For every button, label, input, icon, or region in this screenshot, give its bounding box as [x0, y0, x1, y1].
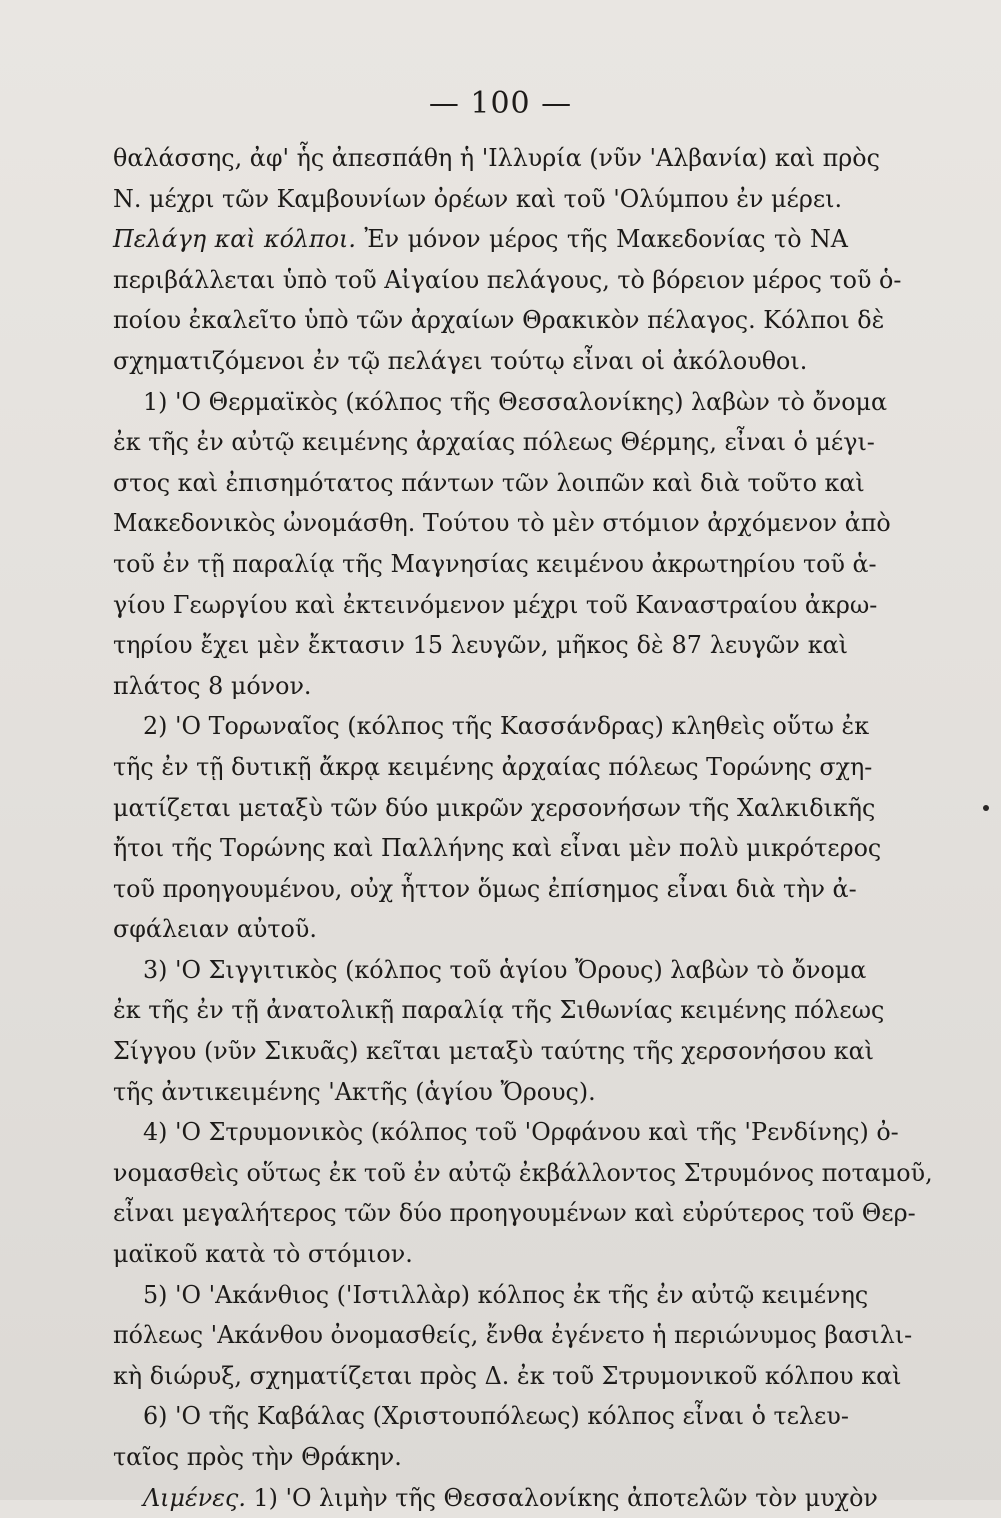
text-line — [113, 179, 848, 220]
text-line — [113, 950, 867, 991]
margin-dot — [983, 805, 989, 811]
page-number: — 100 — — [428, 86, 573, 121]
line-text: 1) 'Ο λιμὴν τῆς Θεσσαλονίκης ἀποτελῶν τὸν μυχὸν — [245, 1483, 878, 1512]
line-text: γίου Γεωργίου καὶ ἐκτεινόμενον μέχρι τοῦ Καναστραίου ἀκρω- — [113, 590, 878, 619]
text-line — [113, 422, 875, 463]
line-text: ταῖος πρὸς τὴν Θράκην. — [113, 1443, 402, 1471]
line-text: κὴ διώρυξ, σχηματίζεται πρὸς Δ. ἐκ τοῦ Στρυμονικοῦ κόλπου καὶ — [113, 1361, 902, 1390]
text-line — [113, 1275, 869, 1316]
line-text: 6) 'Ο τῆς Καβάλας (Χριστουπόλεως) κόλπος εἶναι ὁ τελευ- — [143, 1402, 849, 1431]
line-text: στος καὶ ἐπισημότατος πάντων τῶν λοιπῶν καὶ διὰ τοῦτο καὶ — [113, 468, 865, 497]
text-line — [113, 1478, 878, 1518]
text-line — [113, 990, 885, 1031]
line-text: Μακεδονικὸς ὠνομάσθη. Τούτου τὸ μὲν στόμιον ἀρχόμενον ἀπὸ — [113, 509, 891, 538]
line-text: 2) 'Ο Τορωναῖος (κόλπος τῆς Κασσάνδρας) κληθεὶς οὕτω ἐκ — [143, 712, 870, 741]
text-line — [113, 260, 902, 301]
text-line — [113, 503, 891, 544]
text-line — [113, 1193, 916, 1234]
text-line — [113, 706, 870, 747]
text-line — [113, 909, 848, 950]
text-line — [113, 341, 848, 382]
text-line — [113, 138, 880, 179]
line-text: ματίζεται μεταξὺ τῶν δύο μικρῶν χερσονήσων τῆς Χαλκιδικῆς — [113, 793, 876, 822]
line-text: σφάλειαν αὐτοῦ. — [113, 915, 317, 944]
line-text: ποίου ἐκαλεῖτο ὑπὸ τῶν ἀρχαίων Θρακικὸν πέλαγος. Κόλποι δὲ — [113, 306, 885, 335]
line-text: εἶναι μεγαλήτερος τῶν δύο προηγουμένων καὶ εὐρύτερος τοῦ Θερ- — [113, 1199, 916, 1228]
text-line — [113, 1437, 848, 1478]
line-text: σχηματιζόμενοι ἐν τῷ πελάγει τούτῳ εἶναι οἱ ἀκόλουθοι. — [113, 346, 808, 375]
text-line — [113, 585, 878, 626]
text-line — [113, 788, 876, 829]
text-line — [113, 463, 865, 504]
text-line — [113, 1112, 899, 1153]
text-line — [113, 544, 877, 585]
line-text: περιβάλλεται ὑπὸ τοῦ Αἰγαίου πελάγους, τὸ βόρειον μέρος τοῦ ὁ- — [113, 265, 902, 294]
line-text: ἐκ τῆς ἐν αὐτῷ κειμένης ἀρχαίας πόλεως Θέρμης, εἶναι ὁ μέγι- — [113, 428, 875, 457]
line-text: τοῦ ἐν τῇ παραλίᾳ τῆς Μαγνησίας κειμένου ἀκρωτηρίου τοῦ ἁ- — [113, 549, 877, 578]
text-line — [113, 828, 882, 869]
line-text: 4) 'Ο Στρυμονικὸς (κόλπος τοῦ 'Ορφάνου καὶ τῆς 'Ρενδίνης) ὀ- — [143, 1118, 899, 1147]
text-line — [113, 625, 848, 666]
line-text: Ἐν μόνον μέρος τῆς Μακεδονίας τὸ ΝΑ — [355, 225, 848, 254]
line-text: νομασθεὶς οὕτως ἐκ τοῦ ἐν αὐτῷ ἐκβάλλοντος Στρυμόνος ποταμοῦ, — [113, 1158, 933, 1187]
line-text: τηρίου ἔχει μὲν ἔκτασιν 15 λευγῶν, μῆκος δὲ 87 λευγῶν καὶ — [113, 631, 848, 660]
text-line — [113, 300, 885, 341]
text-line — [113, 666, 848, 707]
line-text: θαλάσσης, ἀφ' ἧς ἀπεσπάθη ἡ 'Ιλλυρία (νῦν 'Αλβανία) καὶ πρὸς — [113, 144, 880, 172]
line-text: τῆς ἀντικειμένης 'Ακτῆς (ἁγίου Ὄρους). — [113, 1077, 596, 1106]
line-text: 3) 'Ο Σιγγιτικὸς (κόλπος τοῦ ἁγίου Ὄρους) λαβὼν τὸ ὄνομα — [143, 955, 867, 984]
line-text: Σίγγου (νῦν Σικυᾶς) κεῖται μεταξὺ ταύτης τῆς χερσονήσου καὶ — [113, 1037, 875, 1066]
text-line — [113, 1396, 848, 1437]
text-line — [113, 1234, 848, 1275]
text-line — [113, 382, 888, 423]
text-line — [113, 1153, 933, 1194]
line-text: τοῦ προηγουμένου, οὐχ ἧττον ὅμως ἐπίσημος εἶναι διὰ τὴν ἀ- — [113, 874, 857, 903]
line-text: πλάτος 8 μόνον. — [113, 671, 312, 700]
section-heading: Λιμένες. — [143, 1483, 246, 1512]
text-line — [113, 1072, 848, 1113]
line-text: ἤτοι τῆς Τορώνης καὶ Παλλήνης καὶ εἶναι μὲν πολὺ μικρότερος — [113, 834, 882, 863]
line-text: ἐκ τῆς ἐν τῇ ἀνατολικῇ παραλίᾳ τῆς Σιθωνίας κειμένης πόλεως — [113, 996, 885, 1025]
text-line — [113, 1031, 875, 1072]
line-text: μαϊκοῦ κατὰ τὸ στόμιον. — [113, 1240, 413, 1269]
text-line — [113, 1356, 902, 1397]
line-text: πόλεως 'Ακάνθου ὀνομασθείς, ἔνθα ἐγένετο ἡ περιώνυμος βασιλι- — [113, 1321, 913, 1350]
line-text: 1) 'Ο Θερμαϊκὸς (κόλπος τῆς Θεσσαλονίκης) λαβὼν τὸ ὄνομα — [143, 387, 888, 416]
line-text: τῆς ἐν τῇ δυτικῇ ἄκρᾳ κειμένης ἀρχαίας πόλεως Τορώνης σχη- — [113, 752, 873, 781]
line-text: 5) 'Ο 'Ακάνθιος ('Ιστιλλὰρ) κόλπος ἐκ τῆς ἐν αὐτῷ κειμένης — [143, 1280, 869, 1309]
text-line — [113, 747, 873, 788]
body-text — [113, 138, 933, 1518]
text-line — [113, 1315, 913, 1356]
line-text: Ν. μέχρι τῶν Καμβουνίων ὀρέων καὶ τοῦ 'Ολύμπου ἐν μέρει. — [113, 184, 843, 213]
text-line — [113, 219, 848, 260]
text-line — [113, 869, 857, 910]
section-heading: Πελάγη καὶ κόλποι. — [113, 225, 356, 254]
